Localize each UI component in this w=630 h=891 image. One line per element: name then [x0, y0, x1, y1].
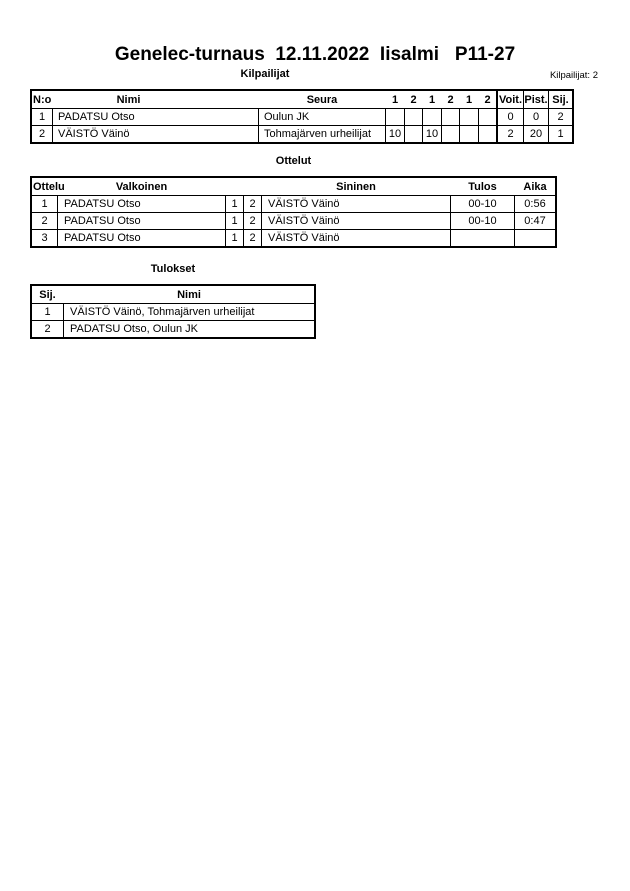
score-cell: 10 [385, 126, 404, 142]
match-number: 1 [41, 198, 48, 210]
tulokset-row-2 [32, 320, 314, 337]
match-result: 00-10 [450, 196, 514, 212]
column-header-sij: Sij. [548, 91, 572, 108]
column-header-sij: Sij. [39, 288, 56, 301]
score-cell [385, 109, 404, 125]
competitor-name: VÄISTÖ Väinö [52, 126, 258, 142]
column-header-nimi: Nimi [177, 288, 201, 301]
kilpailijat-header-row [32, 91, 572, 108]
score-cell [441, 126, 459, 142]
blue-competitor-name: VÄISTÖ Väinö [261, 213, 450, 229]
ottelut-header-row [32, 178, 555, 195]
column-header-blue-num [243, 178, 261, 195]
blue-competitor-number: 2 [243, 230, 261, 246]
column-header-seura: Seura [306, 93, 338, 106]
column-header-voit: Voit. [496, 91, 523, 108]
white-competitor-name: PADATSU Otso [57, 230, 225, 246]
match-time [514, 230, 555, 246]
column-header-period-4: 2 [447, 93, 454, 106]
ottelut-row-2 [32, 212, 555, 229]
white-competitor-number: 1 [225, 230, 243, 246]
score-cell [478, 109, 496, 125]
match-time: 0:47 [514, 213, 555, 229]
blue-competitor-name: VÄISTÖ Väinö [261, 230, 450, 246]
competitor-club: Tohmajärven urheilijat [258, 126, 385, 142]
column-header-period-6: 2 [484, 93, 491, 106]
section-title-kilpailijat: Kilpailijat [240, 68, 290, 80]
tulokset-header-row [32, 286, 314, 303]
column-header-period-5: 1 [465, 93, 473, 106]
blue-competitor-number: 2 [243, 196, 261, 212]
score-cell [441, 109, 459, 125]
result-placement: 2 [44, 323, 51, 335]
tulokset-table [30, 284, 316, 339]
section-title-tulokset: Tulokset [150, 263, 196, 275]
column-header-sininen: Sininen [336, 180, 376, 193]
column-header-period-2: 2 [410, 93, 417, 106]
white-competitor-name: PADATSU Otso [57, 213, 225, 229]
column-header-period-1: 1 [391, 93, 399, 106]
column-header-no: N:o [33, 93, 52, 106]
match-number: 2 [41, 215, 48, 227]
placement-cell: 2 [548, 109, 572, 125]
column-header-ottelu: Ottelu [33, 180, 65, 193]
placement-cell: 1 [548, 126, 572, 142]
wins-cell: 0 [496, 109, 523, 125]
result-placement: 1 [44, 306, 51, 318]
white-competitor-number: 1 [225, 196, 243, 212]
ottelut-row-3 [32, 229, 555, 246]
column-header-aika: Aika [523, 180, 547, 193]
column-header-period-3: 1 [428, 93, 436, 106]
score-cell [422, 109, 441, 125]
white-competitor-name: PADATSU Otso [57, 196, 225, 212]
column-header-tulos: Tulos [468, 180, 497, 193]
column-header-pist: Pist. [523, 91, 548, 108]
blue-competitor-name: VÄISTÖ Väinö [261, 196, 450, 212]
score-cell: 10 [422, 126, 441, 142]
competitors-count-label: Kilpailijat: 2 [549, 70, 598, 81]
ottelut-table [30, 176, 557, 248]
result-name: PADATSU Otso, Oulun JK [63, 321, 314, 337]
match-time: 0:56 [514, 196, 555, 212]
white-competitor-number: 1 [225, 213, 243, 229]
competitor-name: PADATSU Otso [52, 109, 258, 125]
match-result: 00-10 [450, 213, 514, 229]
column-header-white-num [225, 178, 243, 195]
kilpailijat-row-2 [32, 125, 572, 142]
competitor-club: Oulun JK [258, 109, 385, 125]
kilpailijat-row-1 [32, 108, 572, 125]
ottelut-row-1 [32, 195, 555, 212]
score-cell [404, 126, 422, 142]
score-cell [459, 126, 478, 142]
result-name: VÄISTÖ Väinö, Tohmajärven urheilijat [63, 304, 314, 320]
column-header-valkoinen: Valkoinen [115, 180, 168, 193]
match-number: 3 [41, 232, 48, 244]
points-cell: 20 [523, 126, 548, 142]
wins-cell: 2 [496, 126, 523, 142]
score-cell [459, 109, 478, 125]
page-title: Genelec-turnaus 12.11.2022 Iisalmi P11-27 [114, 44, 516, 65]
section-title-ottelut: Ottelut [275, 155, 312, 167]
score-cell [404, 109, 422, 125]
kilpailijat-table [30, 89, 574, 144]
points-cell: 0 [523, 109, 548, 125]
score-cell [478, 126, 496, 142]
match-result [450, 230, 514, 246]
column-header-nimi: Nimi [116, 93, 141, 106]
blue-competitor-number: 2 [243, 213, 261, 229]
tulokset-row-1 [32, 303, 314, 320]
competitor-number: 1 [38, 111, 46, 123]
competitor-number: 2 [38, 128, 46, 140]
